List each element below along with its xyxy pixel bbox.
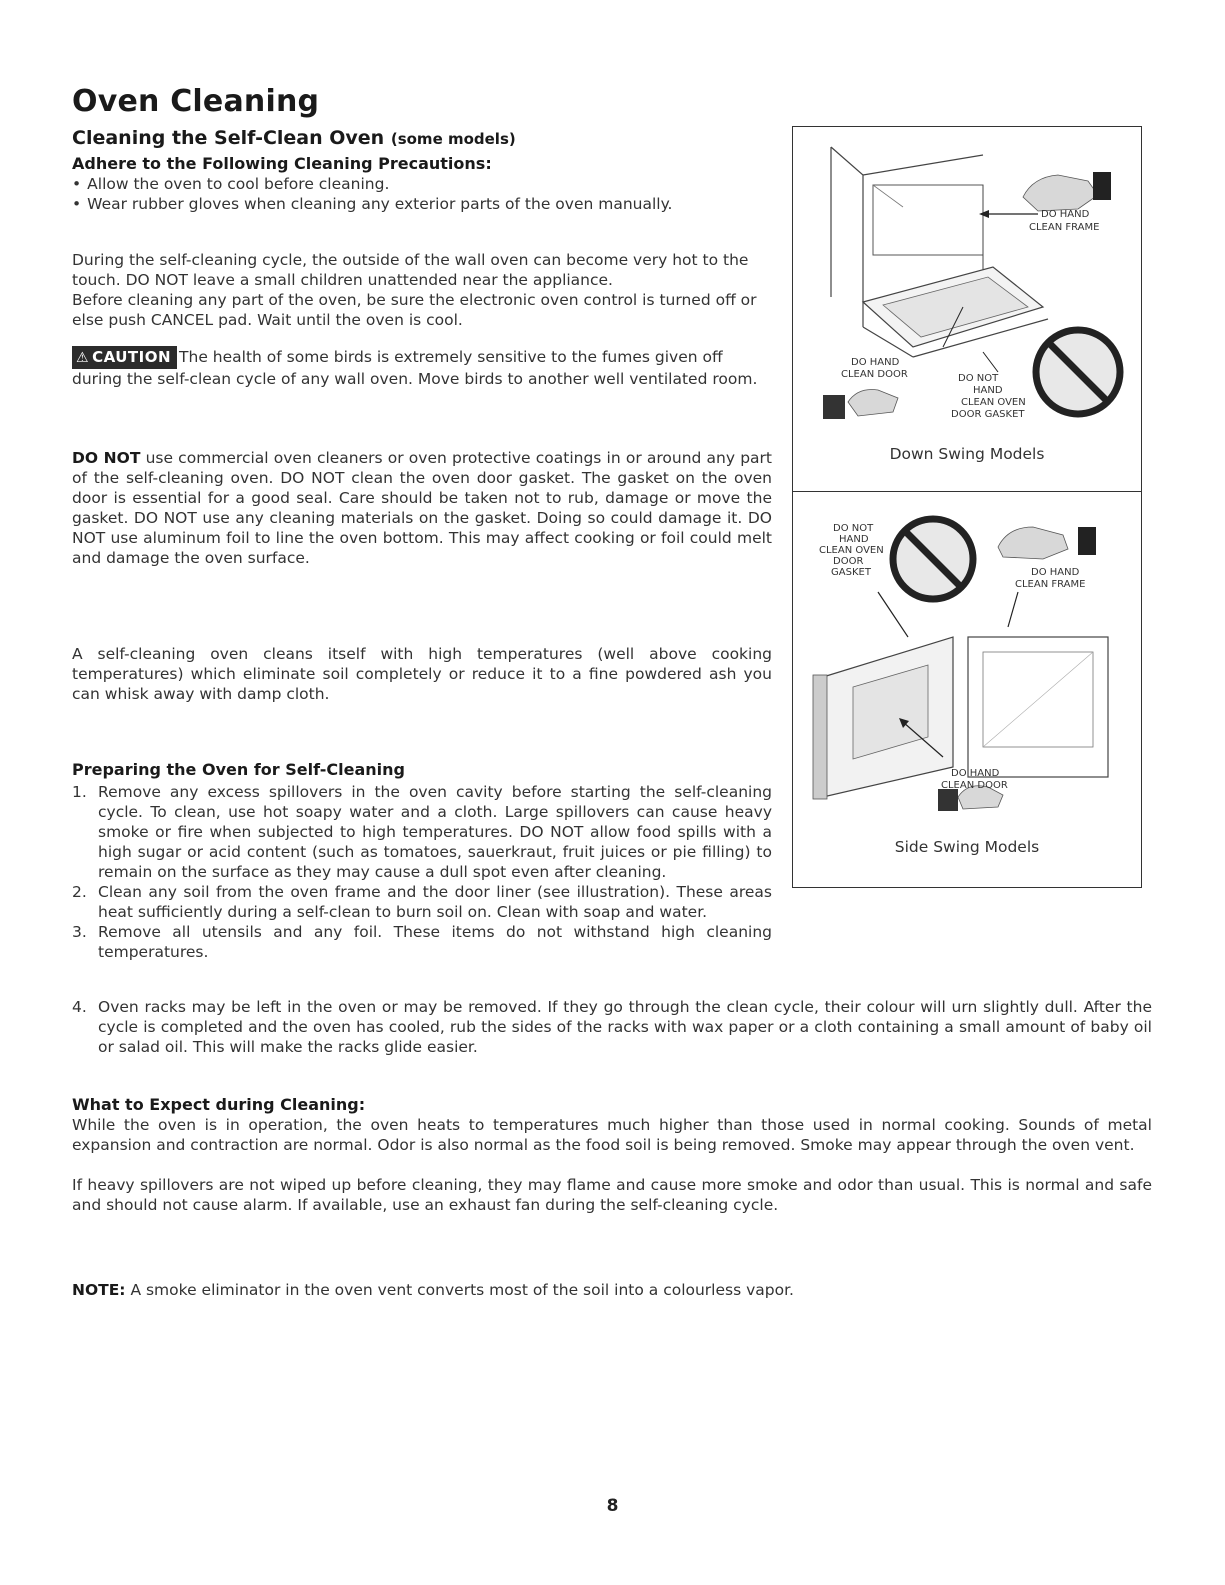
step-text: Oven racks may be left in the oven or may be removed. If they go through the clean cycle, their colour will urn slightly dull. After the cycle is completed and the oven has cooled, rub the sides of the racks with wax paper or a cloth containing a small amount of baby oil or salad oil. This will make the racks glide easier. [98,998,1152,1056]
precaution-item: • Allow the oven to cool before cleaning. [72,174,772,194]
step-text: Remove any excess spillovers in the oven cavity before starting the self-cleaning cycle. To clean, use hot soapy water and a cloth. Large spillovers can cause heavy smoke or fire when subjected to high temperatures. DO NOT allow food spills with a high sugar or acid content (such as tomatoes, sauerkraut, fruit juices or pie filling) to remain on the surface as they may cause a dull spot even after cleaning. [98,783,772,881]
section-title-note: (some models) [390,130,516,148]
intro-block [72,250,772,330]
preparing-step [72,782,772,882]
preparing-heading: Preparing the Oven for Self-Cleaning [72,760,405,779]
section-title-text: Cleaning the Self-Clean Oven [72,127,385,149]
side-label-do-hand-clean-frame-1: DO HAND [1031,567,1080,578]
precautions-list [72,174,772,214]
step-number: 1. [72,783,87,801]
caution-block [72,346,772,389]
intro-paragraph-1: During the self-cleaning cycle, the outside of the wall oven can become very hot to the touch. DO NOT leave a small children unattended near the appliance. [72,251,749,289]
note-label: NOTE: [72,1281,126,1299]
label-do-hand-clean-door-1: DO HAND [851,357,900,368]
page-number: 8 [606,1496,619,1516]
warning-triangle-icon: ⚠ [76,350,90,366]
label-do-not-1: DO NOT [958,373,999,384]
preparing-step [72,922,772,962]
side-label-do-hand-clean-door-1: DO HAND [951,768,1000,779]
label-do-not-2: HAND [973,385,1003,396]
side-label-do-hand-clean-door-2: CLEAN DOOR [941,780,1008,791]
preparing-step [72,997,1152,1057]
caution-text: The health of some birds is extremely sensitive to the fumes given off during the self-clean cycle of any wall oven. Move birds to another well ventilated room. [72,348,758,388]
label-do-not-3: CLEAN OVEN [961,397,1026,408]
caution-badge-label: CAUTION [92,348,172,366]
note-text: A smoke eliminator in the oven vent converts most of the soil into a colourless vapor. [130,1281,794,1299]
down-swing-oven-illustration [793,127,1141,437]
preparing-step [72,882,772,922]
expect-paragraph-1: While the oven is in operation, the oven heats to temperatures much higher than those used in normal cooking. Sounds of metal expansion and contraction are normal. Odor is also normal as the food soil is being removed. Smoke may appear through the oven vent. [72,1116,1152,1154]
expect-block [72,1095,1152,1215]
side-label-do-not-1: DO NOT [833,523,874,534]
section-title [72,127,516,149]
caution-badge [72,346,177,369]
side-label-do-not-4: DOOR [833,556,864,567]
precaution-item: • Wear rubber gloves when cleaning any exterior parts of the oven manually. [72,194,772,214]
step-number: 2. [72,883,87,901]
side-swing-oven-illustration [793,497,1141,827]
do-not-label: DO NOT [72,449,141,467]
precautions-block [72,154,772,214]
self-cleaning-paragraph: A self-cleaning oven cleans itself with high temperatures (well above cooking temperatures) which eliminate soil completely or reduce it to a fine powdered ash you can whisk away with damp cloth. [72,645,772,703]
side-label-do-hand-clean-frame-2: CLEAN FRAME [1015,579,1086,590]
expect-paragraph-2: If heavy spillovers are not wiped up before cleaning, they may flame and cause more smoke and odor than usual. This is normal and safe and should not cause alarm. If available, use an exhaust fan during the self-cleaning cycle. [72,1176,1152,1214]
step-text: Clean any soil from the oven frame and the door liner (see illustration). These areas heat sufficiently during a self-clean to burn soil on. Clean with soap and water. [98,883,772,921]
label-do-hand-clean-door-2: CLEAN DOOR [841,369,908,380]
do-not-text: use commercial oven cleaners or oven protective coatings in or around any part of the self-cleaning oven. DO NOT clean the oven door gasket. The gasket on the oven door is essential for a good seal. Care should be taken not to rub, damage or move the gasket. DO NOT use any cleaning materials on the gasket. Doing so could damage it. DO NOT use aluminum foil to line the oven bottom. This may affect cooking or foil could melt and damage the oven surface. [72,449,772,567]
page-title: Oven Cleaning [72,84,320,119]
label-do-not-4: DOOR GASKET [951,409,1025,420]
precautions-heading: Adhere to the Following Cleaning Precautions: [72,154,492,173]
illustration-box [792,126,1142,888]
label-do-hand-clean-frame-1: DO HAND [1041,209,1090,220]
step-number: 4. [72,998,87,1016]
illustration-divider [793,491,1141,492]
side-label-do-not-2: HAND [839,534,869,545]
do-not-block [72,448,772,568]
expect-heading: What to Expect during Cleaning: [72,1095,366,1114]
down-swing-caption: Down Swing Models [889,445,1045,463]
side-swing-caption: Side Swing Models [894,838,1040,856]
side-label-do-not-5: GASKET [831,567,871,578]
preparing-steps-list-cont [72,997,1152,1057]
preparing-steps-list [72,782,772,962]
label-do-hand-clean-frame-2: CLEAN FRAME [1029,222,1100,233]
intro-paragraph-2: Before cleaning any part of the oven, be sure the electronic oven control is turned off or else push CANCEL pad. Wait until the oven is cool. [72,291,757,329]
side-label-do-not-3: CLEAN OVEN [819,545,884,556]
step-number: 3. [72,923,87,941]
step-text: Remove all utensils and any foil. These items do not withstand high cleaning temperatures. [98,923,772,961]
note-block [72,1280,1152,1300]
